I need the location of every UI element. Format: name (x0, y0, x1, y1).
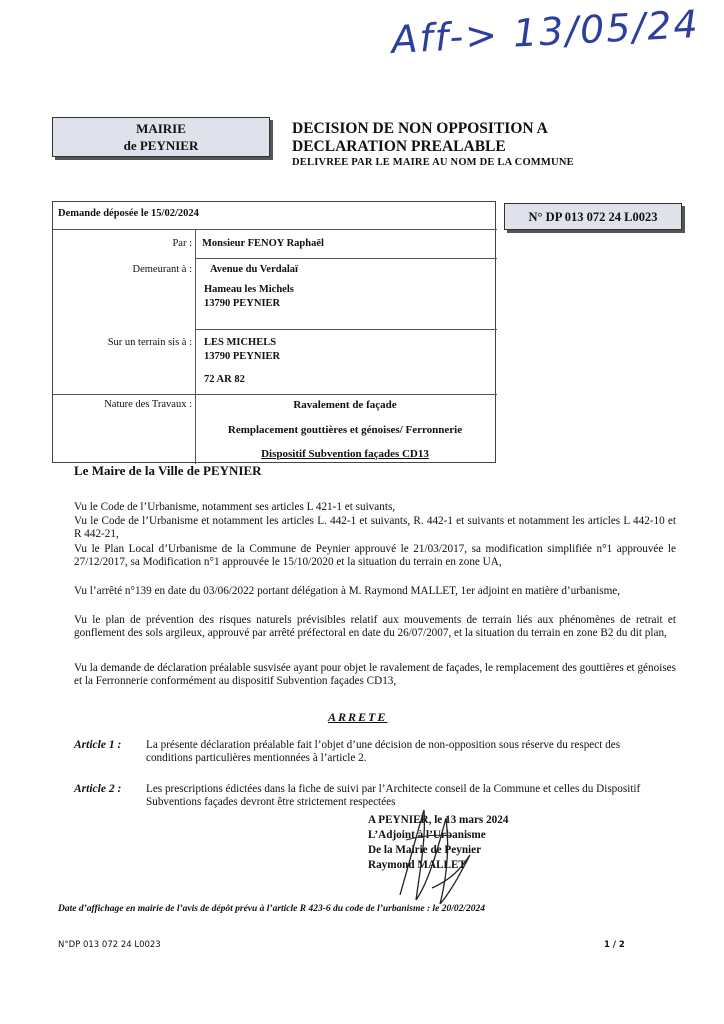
considerant-paragraph: Vu l’arrêté n°139 en date du 03/06/2022 portant délégation à M. Raymond MALLET, 1er adjoint en matière d’urbanisme, (74, 585, 621, 597)
considerant-paragraph: Vu le Code de l’Urbanisme et notamment les articles L. 442-1 et suivants, R. 442-1 et suivants et notamment les articles L 442-10 et R 442-21, (74, 515, 676, 541)
terrain-line: LES MICHELS (204, 337, 277, 348)
mairie-line1: MAIRIE (136, 121, 186, 136)
signature-role: L’Adjoint à l’Urbanisme (368, 829, 486, 841)
terrain-line: 72 AR 82 (204, 374, 245, 385)
divider (195, 229, 196, 464)
terrain-label: Sur un terrain sis à : (107, 337, 192, 348)
considerant-paragraph: Vu le plan de prévention des risques naturels prévisibles relatif aux mouvements de terrain liés aux phénomènes de retrait et gonflement des sols argileux, approuvé par arrêté préfectoral en date du 26/07/2007, et la situation du terrain en zone B2 du dit plan, (74, 614, 676, 640)
travaux-line: Ravalement de façade (293, 399, 397, 411)
travaux-line: Dispositif Subvention façades CD13 (261, 448, 429, 460)
page-number: 1 / 2 (604, 940, 625, 950)
document-title (292, 120, 548, 156)
signature-place-date: A PEYNIER, le 13 mars 2024 (368, 814, 509, 826)
handwritten-annotation: Aff-> 13/05/24 (390, 1, 701, 62)
considerant-paragraph: Vu le Plan Local d’Urbanisme de la Commune de Peynier approuvé le 21/03/2017, sa modification simplifiée n°1 approuvée le 27/12/2017, sa Modification n°1 approuvée le 15/10/2020 et la situation du terrain en zone UA, (74, 543, 676, 569)
signature-name: Raymond MALLET (368, 859, 466, 871)
terrain-line: 13790 PEYNIER (204, 351, 281, 362)
mairie-line2: de PEYNIER (123, 138, 199, 153)
article2-text: Les prescriptions édictées dans la fiche de suivi par l’Architecte conseil de la Commune et celles du Dispositif Subventions façades devront être strictement respectées (146, 783, 641, 809)
demeurant-line: Avenue du Verdalaï (210, 264, 298, 275)
article2-label: Article 2 : (74, 783, 122, 795)
signature-mairie: De la Mairie de Peynier (368, 844, 482, 856)
divider (195, 329, 497, 330)
maire-title: Le Maire de la Ville de PEYNIER (74, 463, 262, 478)
demande-date: Demande déposée le 15/02/2024 (58, 208, 199, 219)
article1-text: La présente déclaration préalable fait l’objet d’une décision de non-opposition sous réserve du respect des conditions particulières mentionnées à l’article 2. (146, 739, 621, 765)
travaux-line: Remplacement gouttières et génoises/ Ferronnerie (227, 424, 463, 436)
par-label: Par : (172, 238, 192, 249)
divider (195, 258, 497, 259)
demeurant-line: Hameau les Michels (204, 284, 294, 295)
title-line2: DECLARATION PREALABLE (292, 138, 506, 155)
travaux-label: Nature des Travaux : (104, 399, 192, 410)
divider (53, 394, 497, 395)
affichage-date: Date d’affichage en mairie de l’avis de dépôt prévu à l’article R 423-6 du code de l’urbanisme : le 20/02/2024 (58, 904, 485, 914)
arrete-heading: ARRETE (328, 710, 388, 724)
divider (53, 229, 497, 230)
mairie-box (52, 117, 270, 157)
considerant-paragraph: Vu la demande de déclaration préalable susvisée ayant pour objet le ravalement de façades, le remplacement des gouttières et génoises et la Ferronnerie conformément au dispositif Subvention façades CD13, (74, 662, 676, 688)
demeurant-line: 13790 PEYNIER (204, 298, 281, 309)
handwritten-signature (380, 800, 490, 910)
footer-reference: N°DP 013 072 24 L0023 (58, 940, 161, 950)
dp-number-box: N° DP 013 072 24 L0023 (504, 203, 682, 230)
par-value: Monsieur FENOY Raphaël (202, 238, 324, 249)
title-line1: DECISION DE NON OPPOSITION A (292, 120, 548, 137)
article1-label: Article 1 : (74, 739, 122, 751)
document-subtitle: DELIVREE PAR LE MAIRE AU NOM DE LA COMMUNE (292, 157, 574, 168)
considerant-paragraph: Vu le Code de l’Urbanisme, notamment ses articles L 421-1 et suivants, (74, 501, 396, 513)
demeurant-label: Demeurant à : (132, 264, 192, 275)
